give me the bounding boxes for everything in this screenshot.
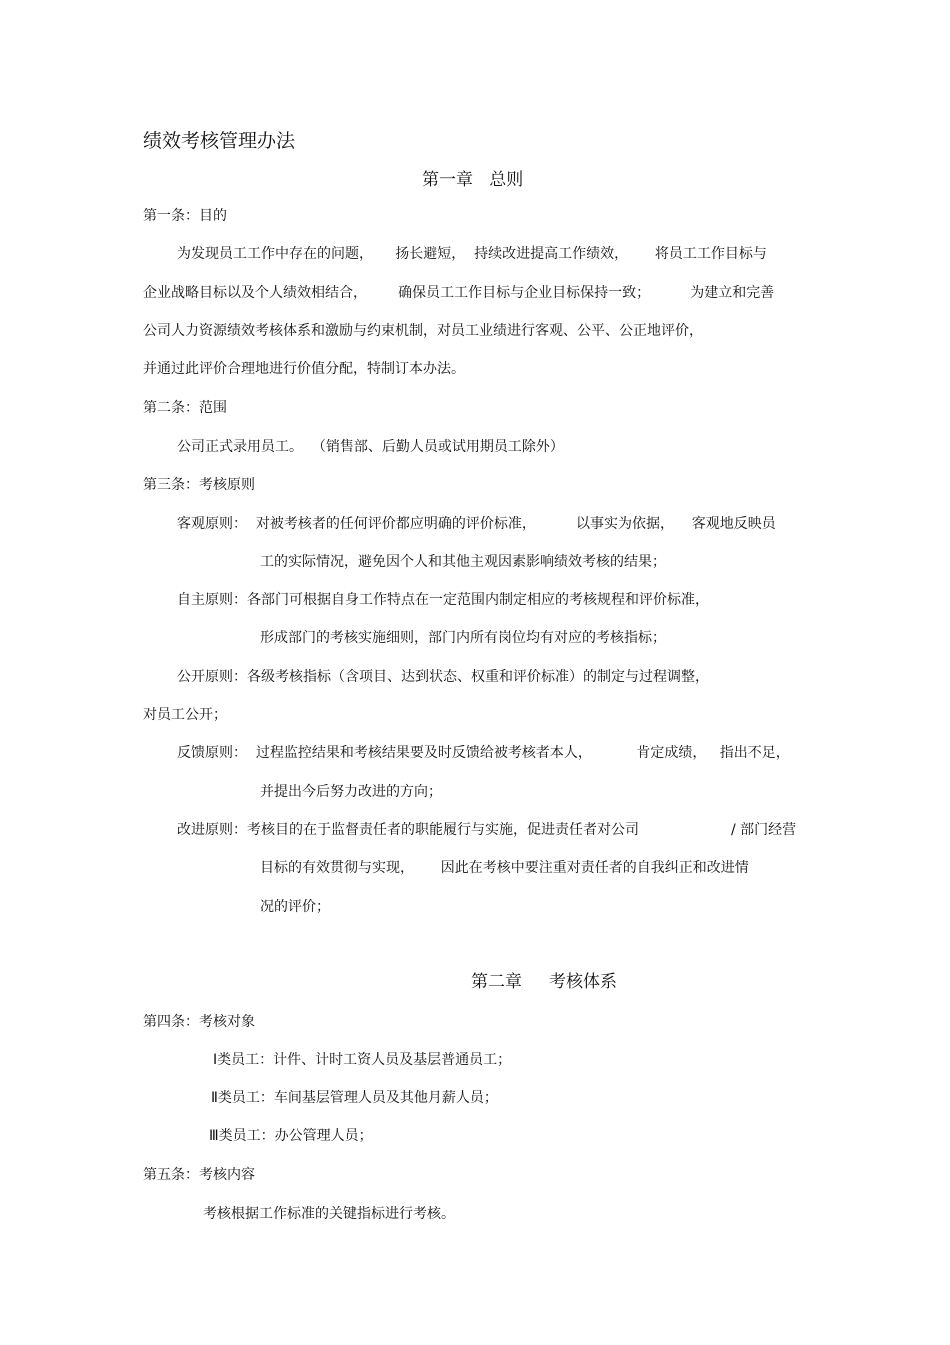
article-3-label: 第三条：考核原则 bbox=[143, 477, 255, 493]
chapter-1-heading: 第一章 总则 bbox=[422, 170, 524, 190]
employee-class-2: Ⅱ类员工：车间基层管理人员及其他月薪人员； bbox=[211, 1090, 498, 1106]
article-1-label: 第一条：目的 bbox=[143, 208, 227, 224]
principle-autonomy-line-1: 自主原则：各部门可根据自身工作特点在一定范围内制定相应的考核规程和评价标准， bbox=[177, 592, 709, 608]
principle-feedback-line-2: 并提出今后努力改进的方向； bbox=[260, 784, 442, 800]
article-2-line-1: 公司正式录用员工。 （销售部、后勤人员或试用期员工除外） bbox=[177, 439, 564, 455]
principle-feedback-line-1: 反馈原则： 过程监控结果和考核结果要及时反馈给被考核者本人， 肯定成绩， 指出不足， bbox=[177, 745, 790, 761]
employee-class-1: Ⅰ类员工：计件、计时工资人员及基层普通员工； bbox=[213, 1052, 512, 1068]
principle-open-line-2: 对员工公开； bbox=[143, 707, 227, 723]
principle-open-line-1: 公开原则：各级考核指标（含项目、达到状态、权重和评价标准）的制定与过程调整， bbox=[177, 669, 709, 685]
article-1-line-4: 并通过此评价合理地进行价值分配，特制订本办法。 bbox=[143, 361, 465, 377]
employee-class-3: Ⅲ类员工：办公管理人员； bbox=[209, 1128, 373, 1144]
principle-improve-line-2: 目标的有效贯彻与实现， 因此在考核中要注重对责任者的自我纠正和改进情 bbox=[260, 860, 749, 876]
principle-improve-line-1: 改进原则：考核目的在于监督责任者的职能履行与实施，促进责任者对公司 bbox=[177, 822, 639, 838]
article-2-label: 第二条：范围 bbox=[143, 400, 227, 416]
principle-improve-line-1-end: / 部门经营 bbox=[731, 822, 797, 838]
principle-improve-line-3: 况的评价； bbox=[260, 899, 330, 915]
document-title: 绩效考核管理办法 bbox=[143, 130, 296, 152]
article-5-label: 第五条：考核内容 bbox=[143, 1167, 255, 1183]
article-4-label: 第四条：考核对象 bbox=[143, 1014, 255, 1030]
principle-autonomy-line-2: 形成部门的考核实施细则，部门内所有岗位均有对应的考核指标； bbox=[260, 630, 666, 646]
principle-objective-line-2: 工的实际情况，避免因个人和其他主观因素影响绩效考核的结果； bbox=[260, 554, 666, 570]
principle-objective-line-1: 客观原则： 对被考核者的任何评价都应明确的评价标准， 以事实为依据， 客观地反映员 bbox=[177, 516, 776, 532]
article-5-line-1: 考核根据工作标准的关键指标进行考核。 bbox=[203, 1206, 455, 1222]
article-1-line-2: 企业战略目标以及个人绩效相结合， 确保员工工作目标与企业目标保持一致； 为建立和完善 bbox=[143, 285, 775, 301]
article-1-line-3: 公司人力资源绩效考核体系和激励与约束机制，对员工业绩进行客观、公平、公正地评价， bbox=[143, 323, 703, 339]
chapter-2-heading: 第二章 考核体系 bbox=[471, 972, 618, 992]
article-1-line-1: 为发现员工工作中存在的问题， 扬长避短， 持续改进提高工作绩效， 将员工工作目标与 bbox=[177, 246, 767, 262]
